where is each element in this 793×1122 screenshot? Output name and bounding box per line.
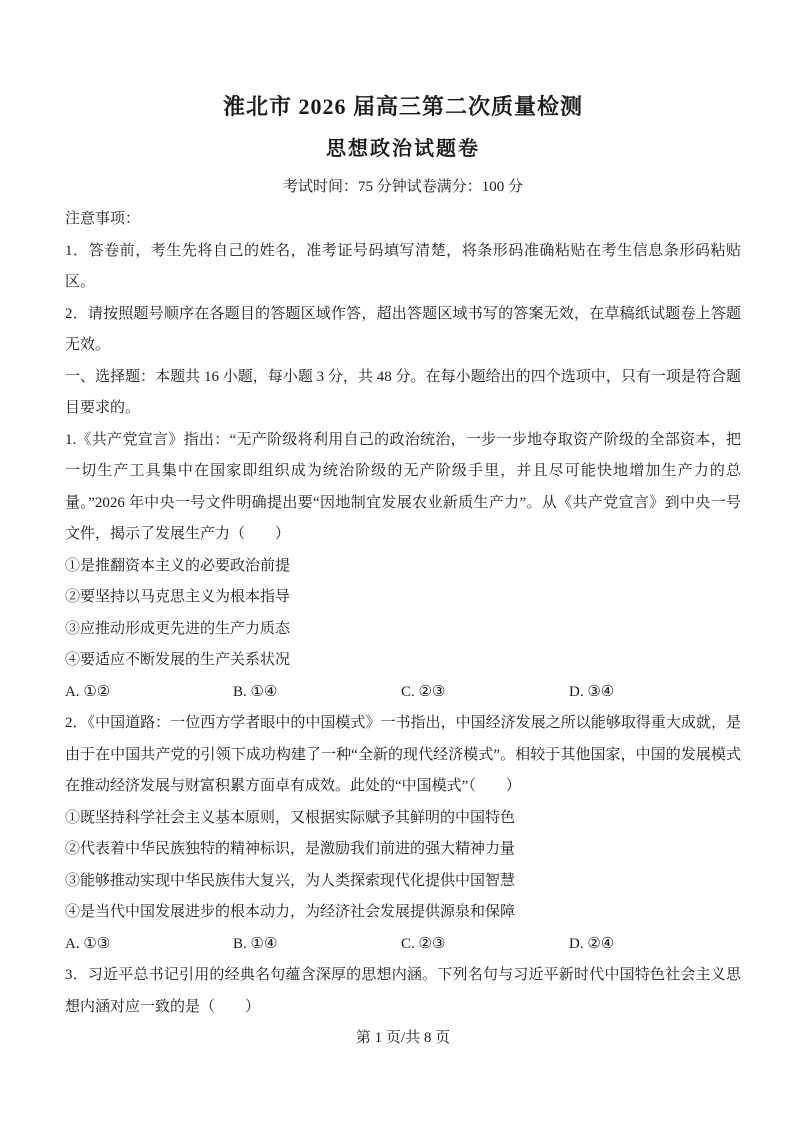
question-1-answer-b: B. ①④ <box>233 683 278 700</box>
question-1-stem: 1.《共产党宣言》指出：“无产阶级将利用自己的政治统治，一步一步地夺取资产阶级的全部资本，把一切生产工具集中在国家即组织成为统治阶级的无产阶级手里，并且尽可能快地增加生产力的总量。”2026 年中央一号文件明确提出要“因地制宜发展农业新质生产力”。从《共产党宣言》到中央一号文件，揭示了发展生产力（ ） <box>65 431 741 542</box>
question-2-option-3: ③能够推动实现中华民族伟大复兴，为人类探索现代化提供中国智慧 <box>65 872 516 889</box>
question-2-answer-a: A. ①③ <box>65 935 111 952</box>
question-1 <box>65 425 741 709</box>
notice-item-1: 1．答卷前，考生先将自己的姓名，准考证号码填写清楚，将条形码准确粘贴在考生信息条形码粘贴区。 <box>65 242 741 290</box>
notice-label: 注意事项： <box>65 211 141 227</box>
question-2-answers <box>65 929 741 961</box>
question-2-answer-c: C. ②③ <box>401 935 446 952</box>
question-3-stem: 3．习近平总书记引用的经典名句蕴含深厚的思想内涵。下列名句与习近平新时代中国特色社会主义思想内涵对应一致的是（ ） <box>65 967 741 1015</box>
question-2 <box>65 708 741 960</box>
notice-item-2: 2．请按照题号顺序在各题目的答题区域作答，超出答题区域书写的答案无效，在草稿纸试题卷上答题无效。 <box>65 305 741 353</box>
question-1-option-1: ①是推翻资本主义的必要政治前提 <box>65 557 291 574</box>
page-title: 淮北市 2026 届高三第二次质量检测 <box>222 94 583 119</box>
question-2-option-2: ②代表着中华民族独特的精神标识，是激励我们前进的强大精神力量 <box>65 841 516 857</box>
question-1-answers <box>65 677 741 709</box>
question-1-answer-a: A. ①② <box>65 683 111 700</box>
page-number: 第 1 页/共 8 页 <box>355 1030 451 1046</box>
question-1-option-2: ②要坚持以马克思主义为根本指导 <box>65 589 291 605</box>
question-2-answer-b: B. ①④ <box>233 935 278 952</box>
question-1-answer-d: D. ③④ <box>569 683 615 700</box>
question-1-option-4: ④要适应不断发展的生产关系状况 <box>65 652 291 668</box>
question-2-option-4: ④是当代中国发展进步的根本动力，为经济社会发展提供源泉和保障 <box>65 904 516 920</box>
question-3 <box>65 960 741 1023</box>
question-1-answer-c: C. ②③ <box>401 683 446 700</box>
page-subtitle: 思想政治试题卷 <box>326 138 480 160</box>
section-header: 一、选择题：本题共 16 小题，每小题 3 分，共 48 分。在每小题给出的四个选项中，只有一项是符合题目要求的。 <box>65 368 741 416</box>
question-2-answer-d: D. ②④ <box>569 935 615 952</box>
question-2-stem: 2．《中国道路：一位西方学者眼中的中国模式》一书指出，中国经济发展之所以能够取得重大成就，是由于在中国共产党的引领下成功构建了一种“全新的现代经济模式”。相较于其他国家，中国的发展模式在推动经济发展与财富积累方面卓有成效。此处的“中国模式”（ ） <box>65 715 741 794</box>
notice-section <box>65 204 741 362</box>
question-1-option-3: ③应推动形成更先进的生产力质态 <box>65 620 291 637</box>
question-2-option-1: ①既坚持科学社会主义基本原则，又根据实际赋予其鲜明的中国特色 <box>65 809 516 826</box>
exam-info: 考试时间：75 分钟试卷满分：100 分 <box>282 179 523 195</box>
